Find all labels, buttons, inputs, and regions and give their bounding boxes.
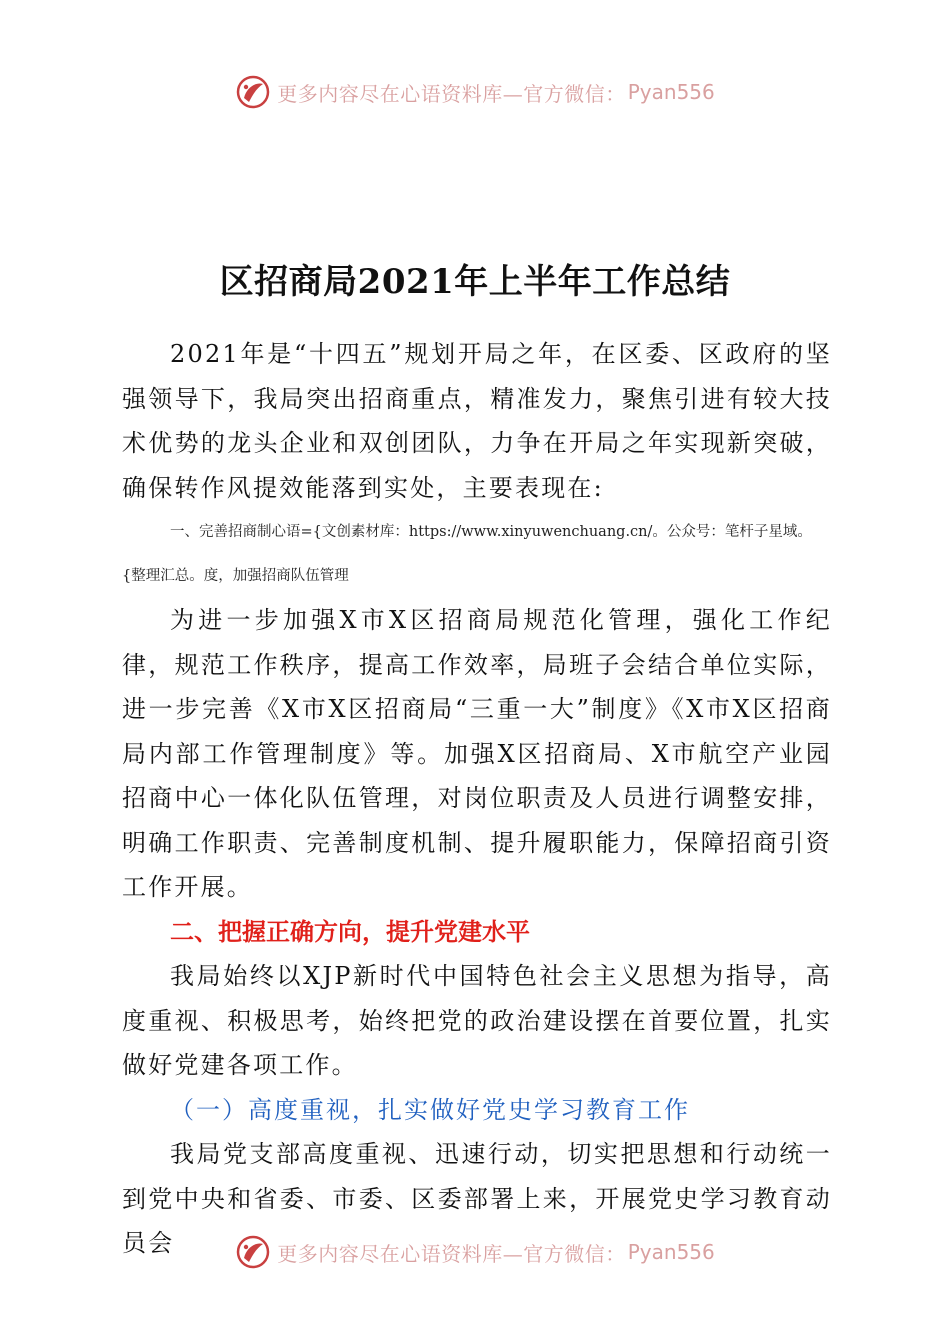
watermark-id: Pyan556 [627,80,715,104]
section1-paragraph: 为进一步加强X市X区招商局规范化管理，强化工作纪律，规范工作秩序，提高工作效率，局班子会结合单位实际，进一步完善《X市X区招商局“三重一大”制度》《X市X区招商局内部工作管理制度》等。加强X区招商局、X市航空产业园招商中心一体化队伍管理，对岗位职责及人员进行调整安排，明确工作职责、完善制度机制、提升履职能力，保障招商引资工作开展。 [122,606,832,901]
subsection1-paragraph: 我局党支部高度重视、迅速行动，切实把思想和行动统一到党中央和省委、市委、区委部署上来，开展党史学习教育动员会 [122,1140,832,1257]
header-watermark [0,72,950,112]
subsection1-heading: （一）高度重视，扎实做好党史学习教育工作 [170,1095,690,1124]
document-body [122,332,832,1266]
watermark-text: 更多内容尽在心语资料库—官方微信： [277,1241,626,1266]
logo-icon [235,1234,271,1270]
watermark-text: 更多内容尽在心语资料库—官方微信： [277,81,626,106]
note-line-2: {整理汇总。度，加强招商队伍管理 [122,568,349,584]
intro-paragraph: 2021年是“十四五”规划开局之年，在区委、区政府的坚强领导下，我局突出招商重点，精准发力，聚焦引进有较大技术优势的龙头企业和双创团队，力争在开局之年实现新突破，确保转作风提效能落到实处，主要表现在: [122,340,832,502]
section2-paragraph: 我局始终以XJP新时代中国特色社会主义思想为指导，高度重视、积极思考，始终把党的政治建设摆在首要位置，扎实做好党建各项工作。 [122,962,832,1079]
watermark-id: Pyan556 [627,1240,715,1264]
section2-heading: 二、把握正确方向，提升党建水平 [170,917,530,946]
note-line-1: 一、完善招商制心语={文创素材库：https://www.xinyuwenchuang.cn/。公众号：笔杆子星域。 [170,524,812,540]
document-title: 区招商局2021年上半年工作总结 [219,262,731,302]
logo-icon [235,74,271,110]
footer-watermark [0,1232,950,1272]
